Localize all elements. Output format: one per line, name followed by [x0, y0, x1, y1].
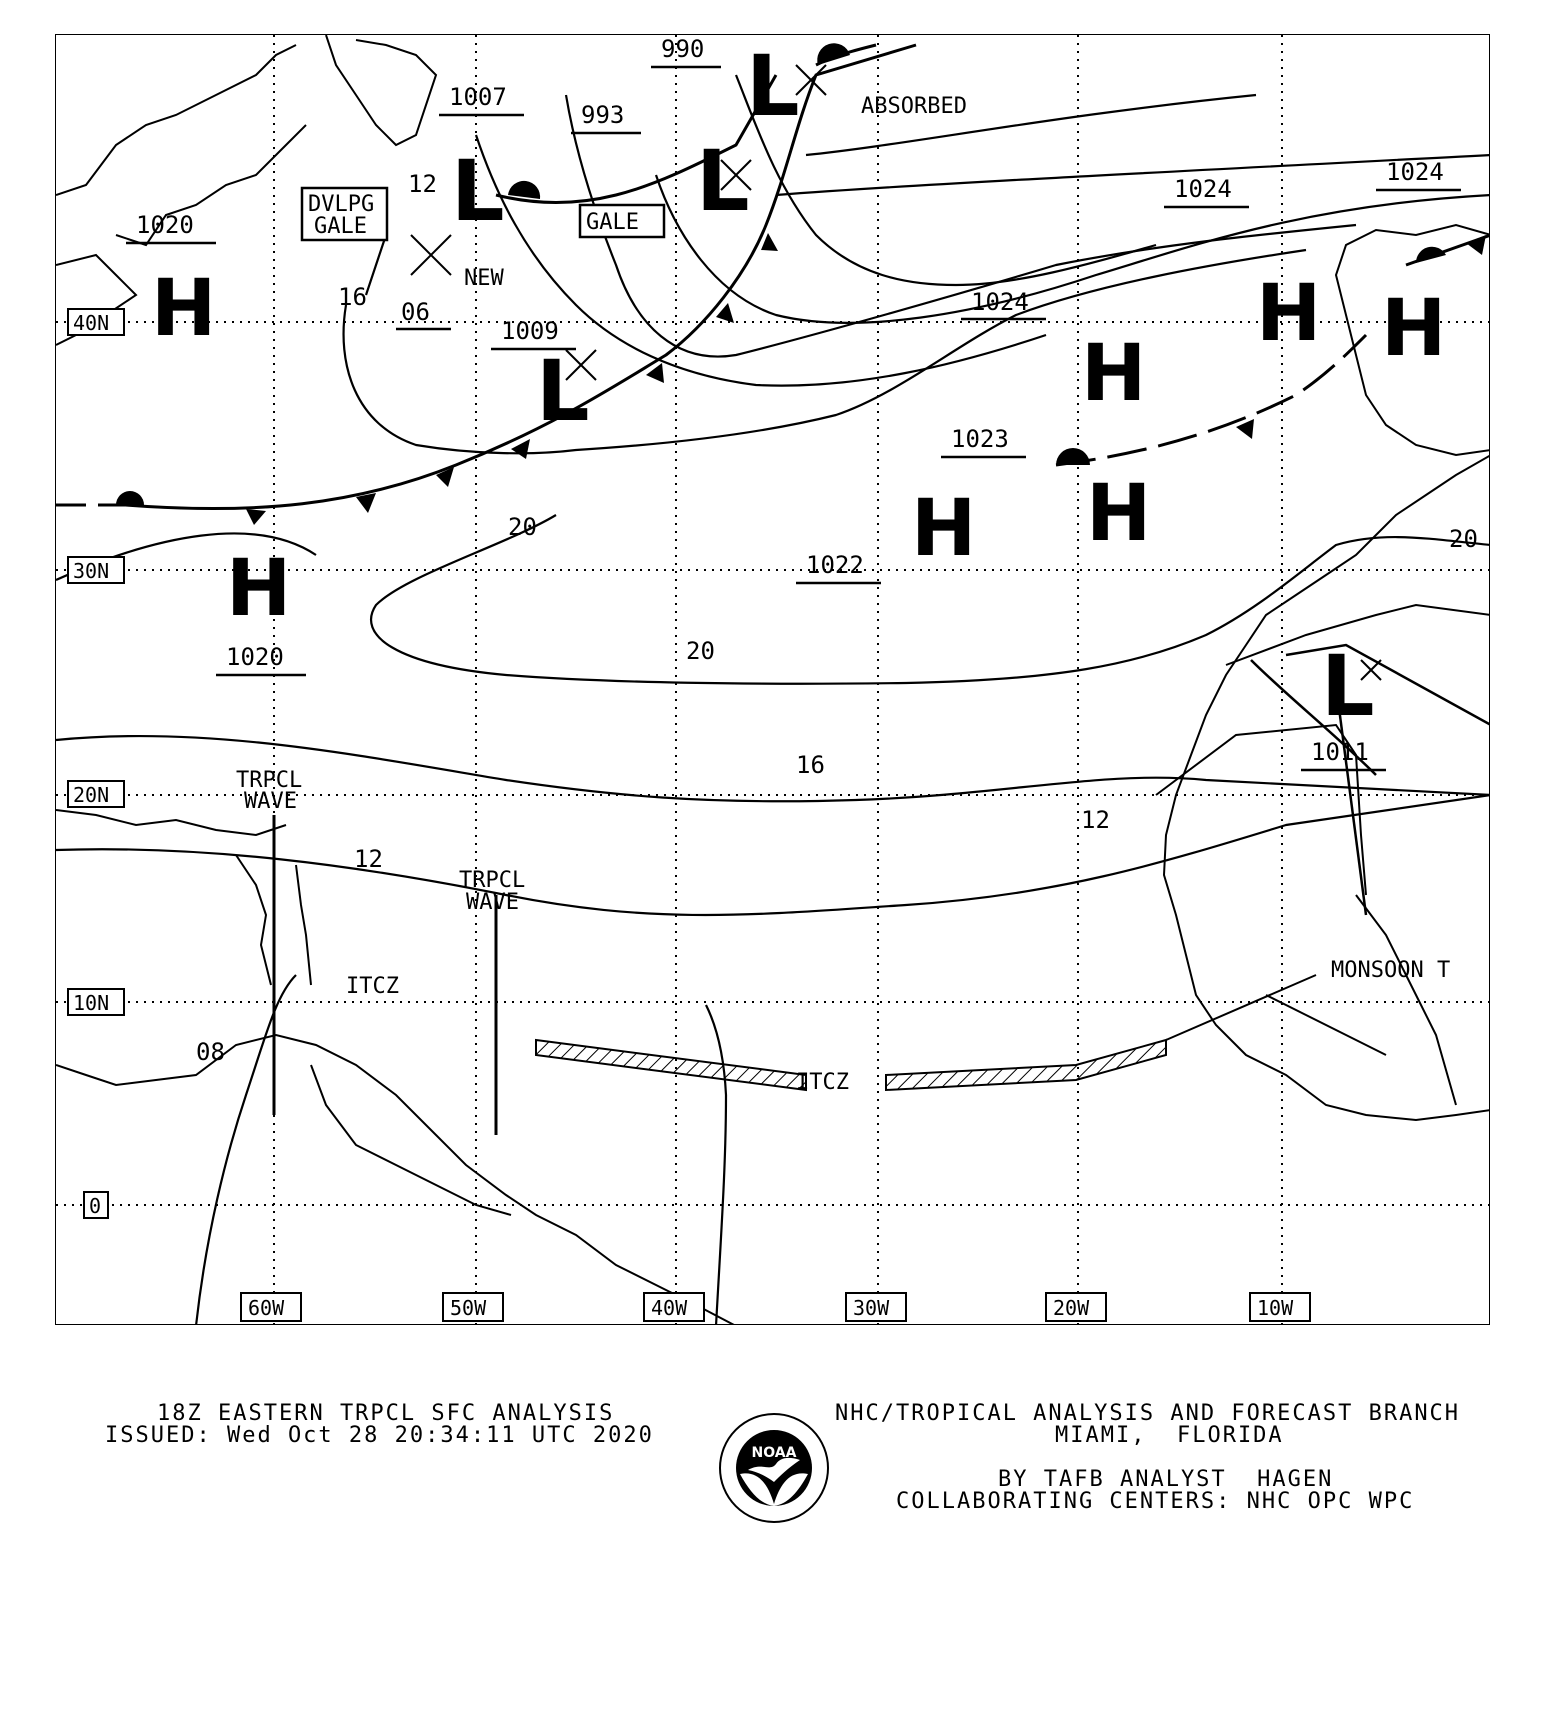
itcz-band: [536, 975, 1316, 1090]
logo-text: NOAA: [751, 1445, 797, 1461]
svg-text:0: 0: [89, 1194, 102, 1218]
pressure-label: 1009: [501, 317, 559, 345]
pressure-label: 1011: [1311, 738, 1369, 766]
issued-time: ISSUED: Wed Oct 28 20:34:11 UTC 2020: [105, 1423, 654, 1448]
svg-text:40N: 40N: [73, 311, 110, 335]
svg-text:06: 06: [401, 298, 430, 326]
pressure-label: 1024: [1386, 158, 1444, 186]
lat-labels: [68, 309, 124, 1218]
svg-text:20: 20: [1449, 525, 1478, 553]
annotations: [236, 94, 1450, 1095]
collaborating-centers: COLLABORATING CENTERS: NHC OPC WPC: [896, 1489, 1415, 1514]
svg-text:16: 16: [338, 283, 367, 311]
pressure-label: 1007: [449, 83, 507, 111]
svg-text:30N: 30N: [73, 559, 110, 583]
isobars: [56, 75, 1490, 1325]
svg-text:20: 20: [686, 637, 715, 665]
high-symbol: H: [1256, 269, 1322, 359]
pressure-label: 1024: [1174, 175, 1232, 203]
high-symbol: H: [151, 264, 217, 354]
svg-text:16: 16: [796, 751, 825, 779]
svg-text:DVLPG: DVLPG: [308, 192, 375, 217]
svg-text:20: 20: [508, 513, 537, 541]
svg-text:12: 12: [354, 845, 383, 873]
low-symbol: L: [451, 142, 505, 240]
low-symbol: L: [746, 37, 800, 135]
svg-text:30W: 30W: [853, 1296, 890, 1320]
svg-text:10N: 10N: [73, 991, 110, 1015]
svg-text:GALE: GALE: [586, 210, 639, 235]
location: MIAMI, FLORIDA: [1055, 1423, 1284, 1448]
pressure-label: 990: [661, 35, 705, 63]
high-symbol: H: [1381, 284, 1447, 374]
svg-text:GALE: GALE: [314, 214, 367, 239]
analyst: BY TAFB ANALYST HAGEN: [998, 1467, 1334, 1492]
coastlines: [56, 35, 1490, 1325]
svg-text:20W: 20W: [1053, 1296, 1090, 1320]
svg-text:MONSOON T: MONSOON T: [1331, 958, 1451, 983]
high-symbol: H: [1086, 469, 1152, 559]
svg-text:20N: 20N: [73, 783, 110, 807]
low-symbol: L: [696, 132, 750, 230]
pressure-label: 1020: [136, 211, 194, 239]
svg-text:50W: 50W: [450, 1296, 487, 1320]
surface-analysis-map: [55, 34, 1490, 1325]
svg-text:12: 12: [408, 170, 437, 198]
svg-text:NEW: NEW: [464, 266, 504, 291]
lon-labels: [241, 1293, 1310, 1321]
pressure-label: 1022: [806, 551, 864, 579]
pressure-label: 993: [581, 101, 625, 129]
organization: NHC/TROPICAL ANALYSIS AND FORECAST BRANCH: [835, 1401, 1461, 1426]
pressure-label: 1020: [226, 643, 284, 671]
svg-text:10W: 10W: [1257, 1296, 1294, 1320]
svg-text:60W: 60W: [248, 1296, 285, 1320]
high-symbol: H: [1081, 329, 1147, 419]
high-symbol: H: [911, 484, 977, 574]
svg-text:ABSORBED: ABSORBED: [861, 94, 967, 119]
svg-text:ITCZ: ITCZ: [796, 1070, 849, 1095]
high-symbol: H: [226, 544, 292, 634]
pressure-label: 1023: [951, 425, 1009, 453]
svg-text:12: 12: [1081, 806, 1110, 834]
chart-title: 18Z EASTERN TRPCL SFC ANALYSIS: [157, 1401, 615, 1426]
noaa-logo: [718, 1412, 830, 1524]
svg-text:08: 08: [196, 1038, 225, 1066]
low-symbol: L: [1321, 637, 1375, 735]
svg-text:TRPCL: TRPCL: [459, 868, 526, 893]
graticule: [56, 35, 1490, 1325]
svg-text:WAVE: WAVE: [466, 890, 519, 915]
svg-text:ITCZ: ITCZ: [346, 974, 399, 999]
svg-text:40W: 40W: [651, 1296, 688, 1320]
low-symbol: L: [536, 342, 590, 440]
svg-text:TRPCL: TRPCL: [236, 768, 303, 793]
pressure-label: 1024: [971, 288, 1029, 316]
svg-text:WAVE: WAVE: [244, 789, 297, 814]
